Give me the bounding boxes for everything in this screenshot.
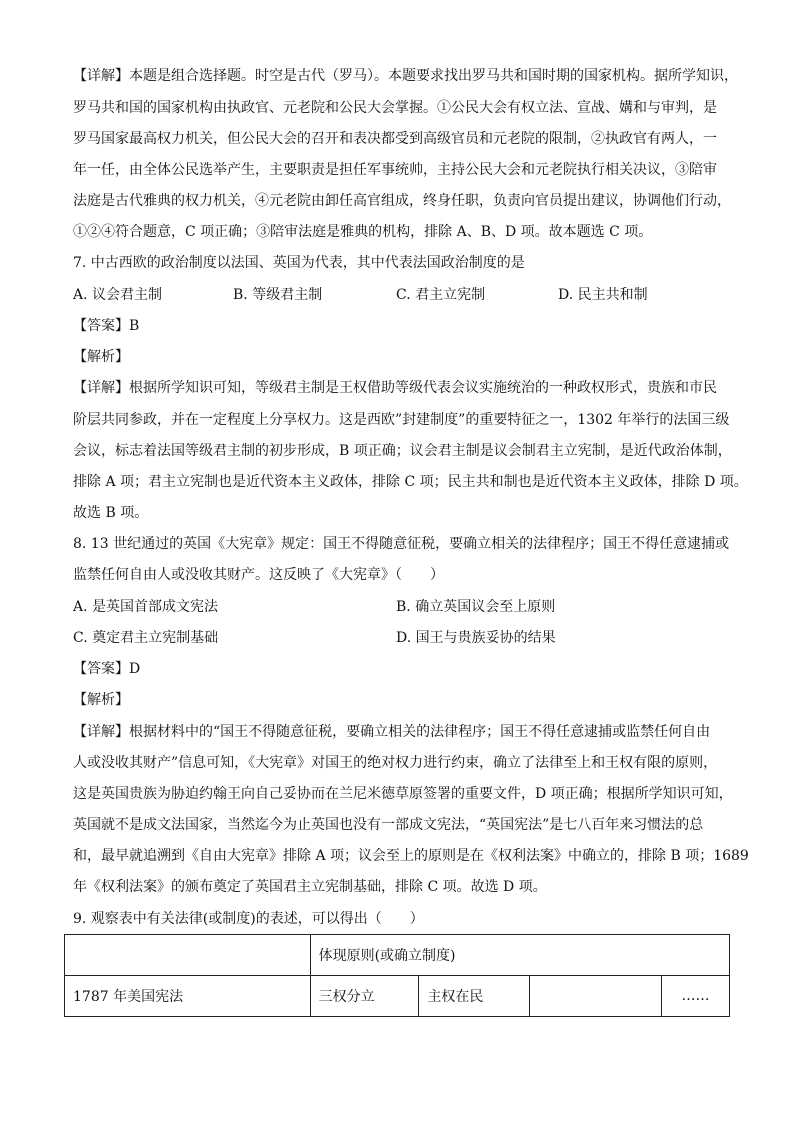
q8-option-b: B. 确立英国议会至上原则 — [396, 599, 556, 615]
q8-stem-line-2: 监禁任何自由人或没收其财产。这反映了《大宪章》（ ） — [73, 567, 444, 583]
q7-explanation-line-4: 排除 A 项；君主立宪制也是近代资本主义政体，排除 C 项；民主共和制也是近代资本主义政体，排除 D 项。 — [73, 474, 748, 490]
q6-explanation-line-4: 年一任，由全体公民选举产生，主要职责是担任军事统帅，主持公民大会和元老院执行相关决议，③陪审 — [73, 162, 717, 178]
table-cell-principle-3 — [530, 976, 662, 1017]
table-cell-principle-1: 三权分立 — [310, 976, 419, 1017]
q7-option-d: D. 民主共和制 — [558, 287, 648, 303]
q6-explanation-line-2: 罗马共和国的国家机构由执政官、元老院和公民大会掌握。①公民大会有权立法、宣战、媾和与审判，是 — [73, 100, 717, 116]
table-header-cell-principle: 体现原则(或确立制度) — [310, 935, 729, 976]
q9-table — [64, 934, 730, 1017]
table-row — [65, 976, 730, 1017]
q6-explanation-line-1: 【详解】本题是组合选择题。时空是古代（罗马）。本题要求找出罗马共和国时期的国家机构。据所学知识， — [73, 68, 738, 84]
q7-option-b: B. 等级君主制 — [233, 287, 323, 303]
q6-explanation-line-6: ①②④符合题意，C 项正确；③陪审法庭是雅典的机构，排除 A、B、D 项。故本题选 C 项。 — [73, 224, 653, 240]
q7-stem: 7. 中古西欧的政治制度以法国、英国为代表，其中代表法国政治制度的是 — [73, 255, 525, 271]
q8-answer: 【答案】D — [73, 661, 141, 677]
q8-analysis-heading: 【解析】 — [73, 692, 129, 708]
table-header-cell-empty — [65, 935, 311, 976]
q8-explanation-line-5: 和，最早就追溯到《自由大宪章》排除 A 项；议会至上的原则是在《权利法案》中确立的，排除 B 项；1689 — [73, 848, 749, 864]
q8-option-c: C. 奠定君主立宪制基础 — [73, 630, 219, 646]
q8-stem-line-1: 8. 13 世纪通过的英国《大宪章》规定：国王不得随意征税，要确立相关的法律程序；国王不得任意逮捕或 — [73, 536, 730, 552]
q8-explanation-line-4: 英国就不是成文法国家，当然迄今为止英国也没有一部成文宪法，“英国宪法”是七八百年来习惯法的总 — [73, 817, 704, 833]
table-header-row — [65, 935, 730, 976]
q7-option-c: C. 君主立宪制 — [396, 287, 486, 303]
q6-explanation-line-3: 罗马国家最高权力机关，但公民大会的召开和表决都受到高级官员和元老院的限制，②执政官有两人，一 — [73, 131, 717, 147]
q8-option-d: D. 国王与贵族妥协的结果 — [396, 630, 556, 646]
q8-explanation-line-6: 年《权利法案》的颁布奠定了英国君主立宪制基础，排除 C 项。故选 D 项。 — [73, 879, 547, 895]
q7-explanation-line-5: 故选 B 项。 — [73, 505, 149, 521]
q9-stem: 9. 观察表中有关法律(或制度)的表述，可以得出（ ） — [73, 911, 424, 927]
q7-explanation-line-3: 会议，标志着法国等级君主制的初步形成，B 项正确；议会君主制是议会制君主立宪制，是近代政治体制， — [73, 443, 732, 459]
q7-answer: 【答案】B — [73, 318, 140, 334]
q8-explanation-line-1: 【详解】根据材料中的“国王不得随意征税，要确立相关的法律程序；国王不得任意逮捕或监禁任何自由 — [73, 724, 711, 740]
q8-explanation-line-3: 这是英国贵族为胁迫约翰王向自己妥协而在兰尼米德草原签署的重要文件，D 项正确；根据所学知识可知， — [73, 786, 733, 802]
table-cell-law: 1787 年美国宪法 — [65, 976, 311, 1017]
q7-analysis-heading: 【解析】 — [73, 349, 129, 365]
table-cell-ellipsis: …… — [662, 976, 730, 1017]
q8-explanation-line-2: 人或没收其财产”信息可知，《大宪章》对国王的绝对权力进行约束，确立了法律至上和王权有限的原则， — [73, 755, 718, 771]
q7-option-a: A. 议会君主制 — [73, 287, 163, 303]
q6-explanation-line-5: 法庭是古代雅典的权力机关，④元老院由卸任高官组成，终身任职，负责向官员提出建议，协调他们行动， — [73, 193, 731, 209]
q8-option-a: A. 是英国首部成文宪法 — [73, 599, 219, 615]
table-cell-principle-2: 主权在民 — [419, 976, 530, 1017]
q7-explanation-line-2: 阶层共同参政，并在一定程度上分享权力。这是西欧”封建制度”的重要特征之一，1302 年举行的法国三级 — [73, 412, 730, 428]
q7-explanation-line-1: 【详解】根据所学知识可知，等级君主制是王权借助等级代表会议实施统治的一种政权形式，贵族和市民 — [73, 380, 717, 396]
